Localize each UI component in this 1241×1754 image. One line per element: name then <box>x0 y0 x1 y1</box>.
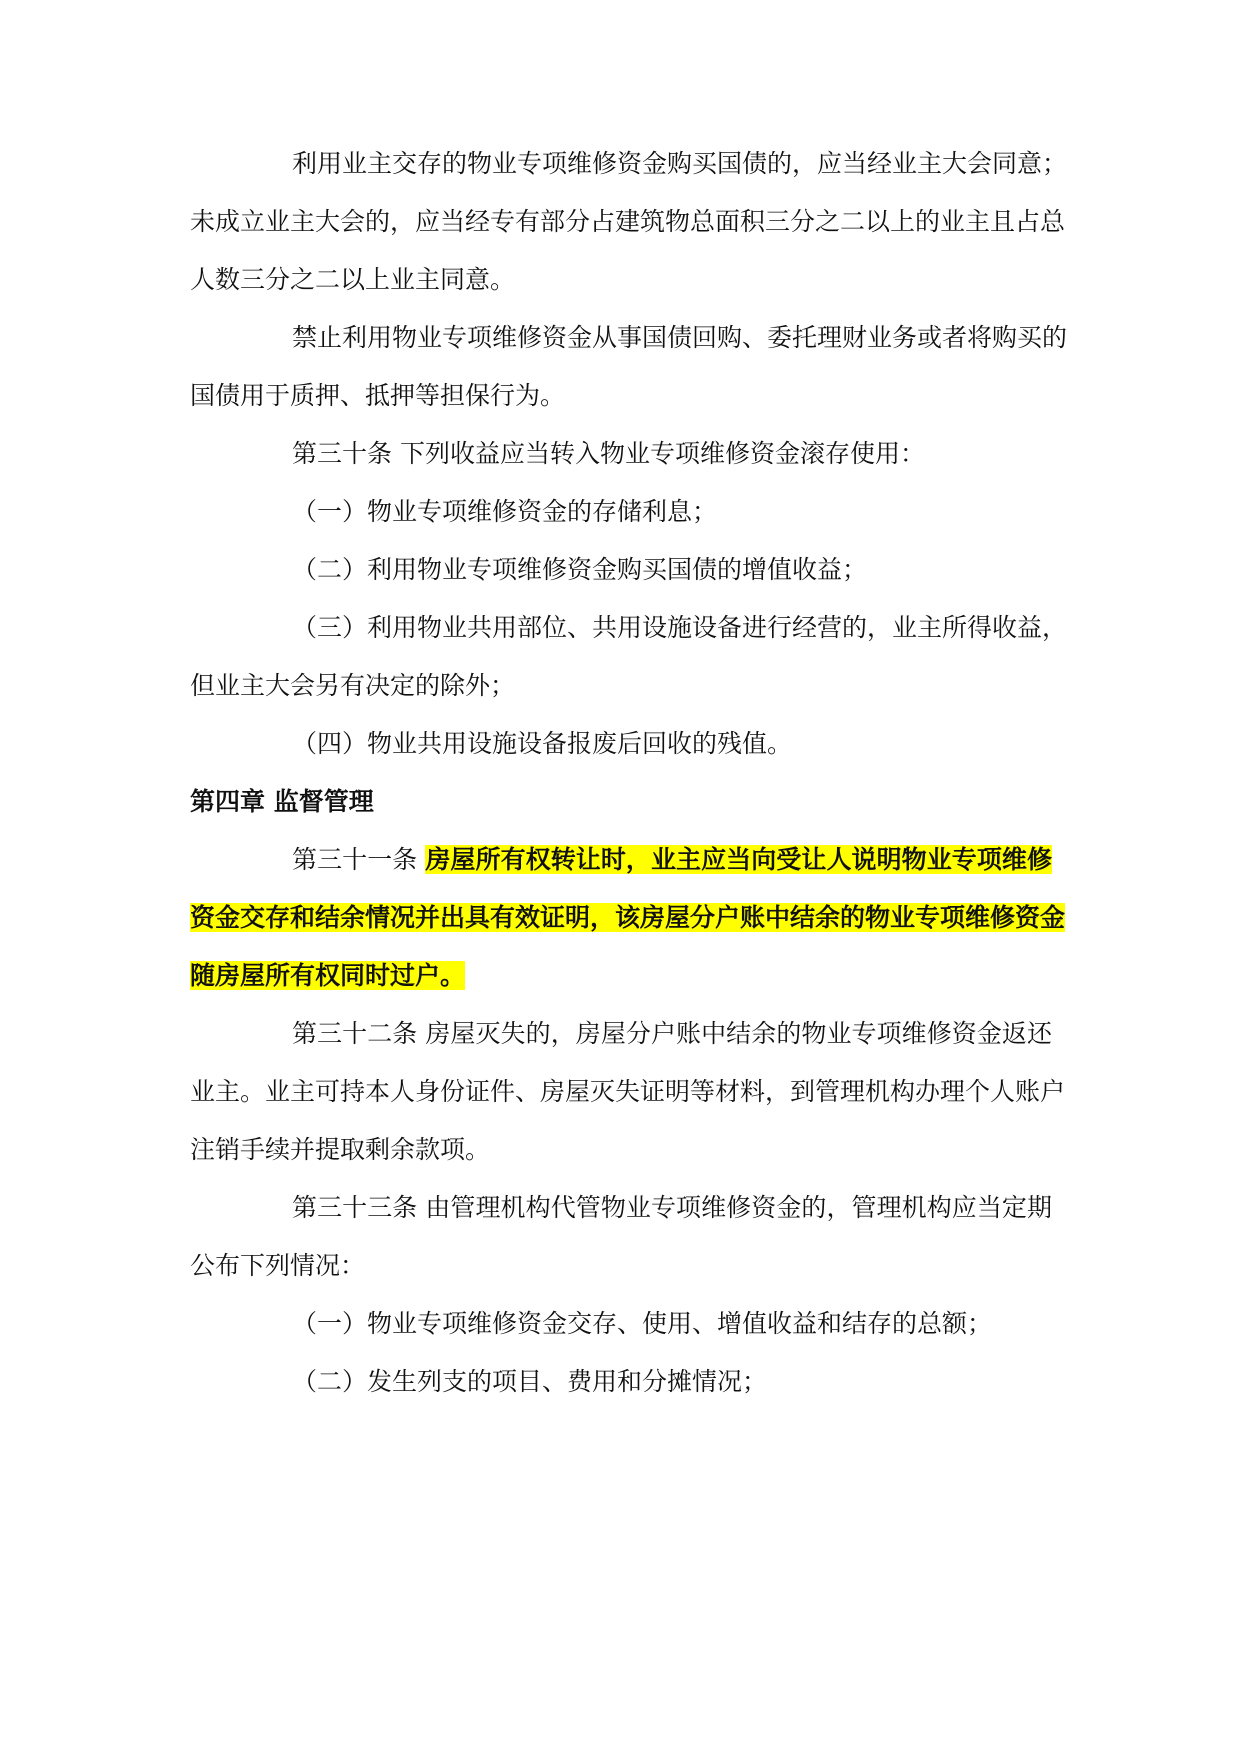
list-item: （二）利用物业专项维修资金购买国债的增值收益； <box>292 555 868 584</box>
article-32-line: 业主。业主可持本人身份证件、房屋灭失证明等材料，到管理机构办理个人账户 <box>190 1077 1066 1106</box>
paragraph-line: 禁止利用物业专项维修资金从事国债回购、委托理财业务或者将购买的 <box>292 323 1068 352</box>
paragraph-line: 国债用于质押、抵押等担保行为。 <box>190 381 566 410</box>
article-31-line <box>190 958 1052 994</box>
article-31-label: 第三十一条 <box>292 845 426 874</box>
list-item: （一）物业专项维修资金交存、使用、增值收益和结存的总额； <box>292 1309 993 1338</box>
chapter-heading: 第四章 监督管理 <box>190 787 374 816</box>
article-31-line <box>190 900 1066 936</box>
highlighted-text: 资金交存和结余情况并出具有效证明，该房屋分户账中结余的物业专项维修资金 <box>190 903 1066 932</box>
paragraph-line: 利用业主交存的物业专项维修资金购买国债的，应当经业主大会同意； <box>292 149 1068 178</box>
list-item: （三）利用物业共用部位、共用设施设备进行经营的，业主所得收益， <box>292 613 1068 642</box>
list-item-continuation: 但业主大会另有决定的除外； <box>190 671 516 700</box>
list-item: （四）物业共用设施设备报废后回收的残值。 <box>292 729 793 758</box>
article-33-line: 第三十三条 由管理机构代管物业专项维修资金的，管理机构应当定期 <box>292 1193 1052 1222</box>
article-31-line <box>292 842 1052 878</box>
article-32-line: 第三十二条 房屋灭失的，房屋分户账中结余的物业专项维修资金返还 <box>292 1019 1052 1048</box>
list-item: （二）发生列支的项目、费用和分摊情况； <box>292 1367 768 1396</box>
list-item: （一）物业专项维修资金的存储利息； <box>292 497 718 526</box>
article-33-line: 公布下列情况： <box>190 1251 366 1280</box>
article-30-title: 第三十条 下列收益应当转入物业专项维修资金滚存使用： <box>292 439 925 468</box>
article-32-line: 注销手续并提取剩余款项。 <box>190 1135 491 1164</box>
highlighted-text: 房屋所有权转让时，业主应当向受让人说明物业专项维修 <box>425 845 1052 874</box>
paragraph-line: 人数三分之二以上业主同意。 <box>190 265 516 294</box>
highlighted-text: 随房屋所有权同时过户。 <box>190 961 466 990</box>
paragraph-line: 未成立业主大会的，应当经专有部分占建筑物总面积三分之二以上的业主且占总 <box>190 207 1066 236</box>
